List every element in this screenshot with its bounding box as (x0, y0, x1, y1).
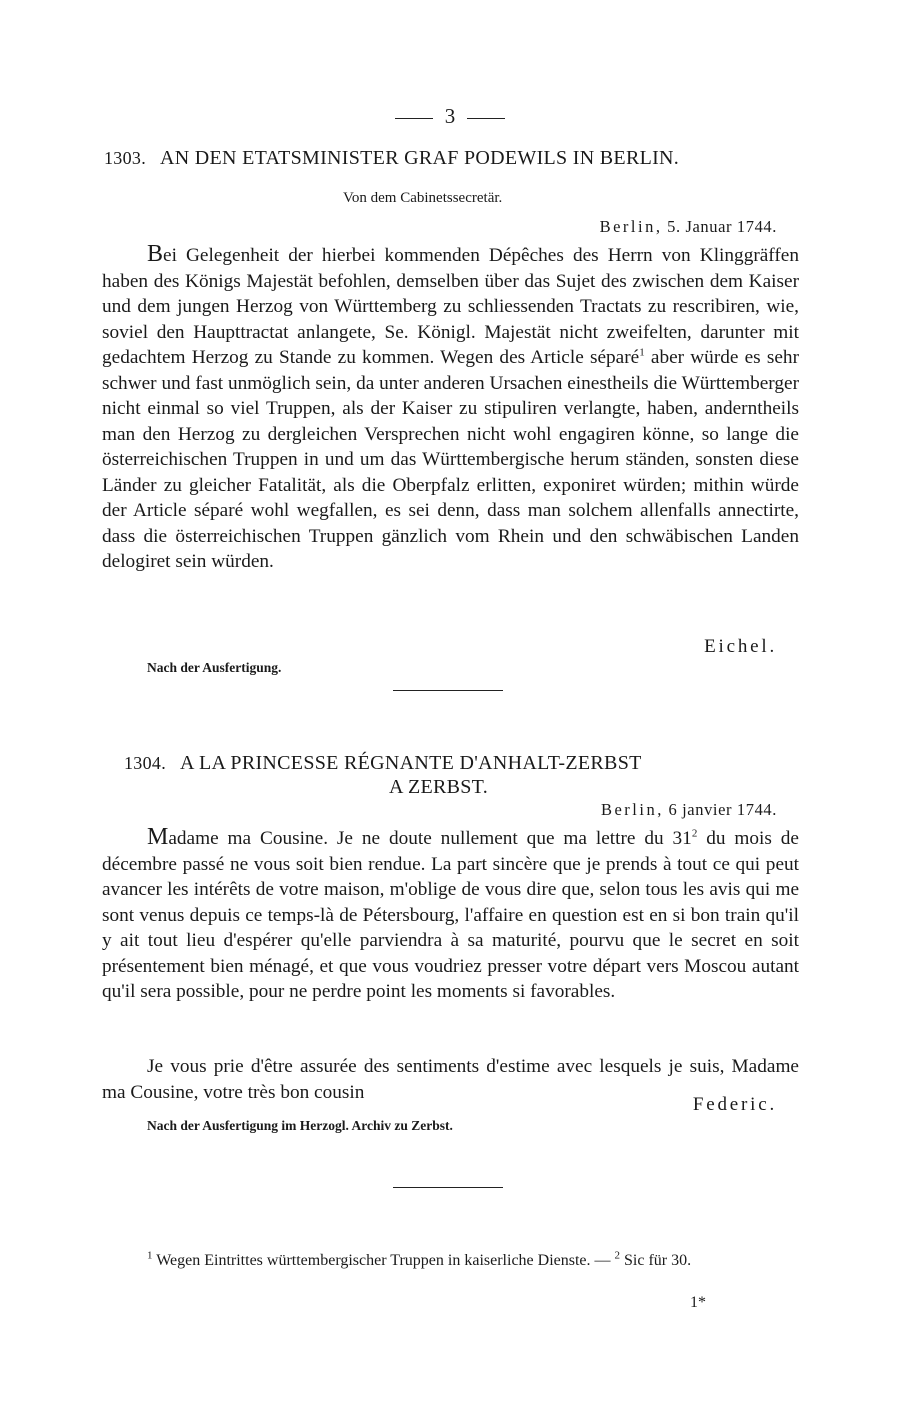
letter-1304-number: 1304. (124, 753, 166, 773)
letter-1304-date-place: Berlin, (600, 800, 664, 819)
page-number-value: 3 (444, 104, 456, 128)
letter-1303-body-part1: ei Gelegenheit der hierbei kommenden Dépêches des Herrn von Klinggräffen haben des Königs Majestät befohlen, demselben über das Sujet des zwischen dem Kaiser und dem jungen Herzog von Württemberg zu schliessenden Tractats zu rescribiren, wie, soviel den Haupttractat anlangete, Se. Königl. Majestät nicht zweifelten, darunter mit gedachtem Herzog zu Stande zu kommen. Wegen des Article séparé (102, 245, 799, 368)
letter-1303-body-part2: aber würde es sehr schwer und fast unmöglich sein, da unter anderen Ursachen einestheils die Württemberger nicht einmal so viel Truppen, als der Kaiser zu stipuliren verlangte, haben, anderntheils man den Herzog zu dergleichen Versprechen nicht wohl engagiren könne, so lange die österreichischen Truppen in und um das Württembergische herum ständen, sonsten diese Länder zu gleicher Fatalität, als die Oberpfalz erlitten, exponiret würden; mithin würde der Article séparé wohl wegfallen, es sei denn, dass man solchem allenfalls annectirte, dass die österreichischen Truppen gänzlich vom Rhein und den schwäbischen Landen delogiret sein würden. (102, 347, 799, 572)
letter-1304-heading (124, 752, 642, 775)
letter-1303-date-place: Berlin, (599, 217, 663, 236)
sheet-signature: 1* (690, 1294, 706, 1311)
section-divider (393, 1187, 503, 1188)
letter-1304-date (601, 800, 777, 820)
letter-1303-date-rest: 5. Januar 1744. (662, 217, 777, 236)
letter-1304-closing: Je vous prie d'être assurée des sentiments d'estime avec lesquels je suis, Madame ma Cousine, votre très bon cousin (102, 1056, 799, 1103)
letter-1304-body-part2: du mois de décembre passé ne vous soit bien rendue. La part sincère que je prends à tout ce qui peut avancer les intérêts de votre maison, m'oblige de vous dire que, selon tous les avis qui me sont venus depuis ce temps-là de Pétersbourg, l'affaire en question est en si bon train qu'il y ait tout lieu d'espérer qu'elle parviendra à sa maturité, pourvu que le secret en soit présentement bien ménagé, et que vous voudriez presser votre départ vers Moscou autant qu'il sera possible, pour ne perdre point les moments si favorables. (102, 828, 799, 1002)
footnote-1-text: Wegen Eintrittes württembergischer Truppen in kaiserliche Dienste. — (152, 1252, 615, 1269)
letter-1304-title-line1: A LA PRINCESSE RÉGNANTE D'ANHALT-ZERBST (180, 752, 642, 774)
letter-1304-body (102, 825, 799, 1005)
letter-1303-date (600, 217, 777, 237)
letter-1303-subtitle: Von dem Cabinetssecretär. (343, 190, 503, 206)
letter-1304-title-line2: A ZERBST. (389, 776, 489, 798)
footnotes (102, 1250, 799, 1272)
letter-1304-body-part1: adame ma Cousine. Je ne doute nullement que ma lettre du 31 (168, 828, 692, 849)
letter-1303-body (102, 242, 799, 575)
letter-1303-body-initial: B (147, 241, 164, 267)
footnote-2-mark: 2 (614, 1249, 621, 1262)
footnote-ref-1: 1 (639, 346, 645, 359)
page-number-dash-right (467, 118, 505, 119)
letter-1304-source: Nach der Ausfertigung im Herzogl. Archiv zu Zerbst. (147, 1118, 453, 1133)
footnote-ref-2: 2 (691, 827, 698, 840)
footnote-2-text: Sic für 30. (620, 1252, 692, 1269)
letter-1304-signature: Federic. (692, 1094, 777, 1115)
footnote-1-mark: 1 (147, 1249, 153, 1262)
letter-1303-title: AN DEN ETATSMINISTER GRAF PODEWILS IN BERLIN. (160, 147, 680, 169)
letter-1304-date-rest: 6 janvier 1744. (663, 800, 777, 819)
letter-1303-heading (104, 147, 679, 170)
letter-1303-signature: Eichel. (704, 636, 777, 657)
section-divider (393, 690, 503, 691)
page-number (0, 104, 900, 129)
letter-1303-number: 1303. (104, 148, 146, 168)
letter-1303-source: Nach der Ausfertigung. (147, 660, 282, 675)
letter-1304-body-initial: M (147, 824, 169, 850)
page-number-dash-left (395, 118, 433, 119)
